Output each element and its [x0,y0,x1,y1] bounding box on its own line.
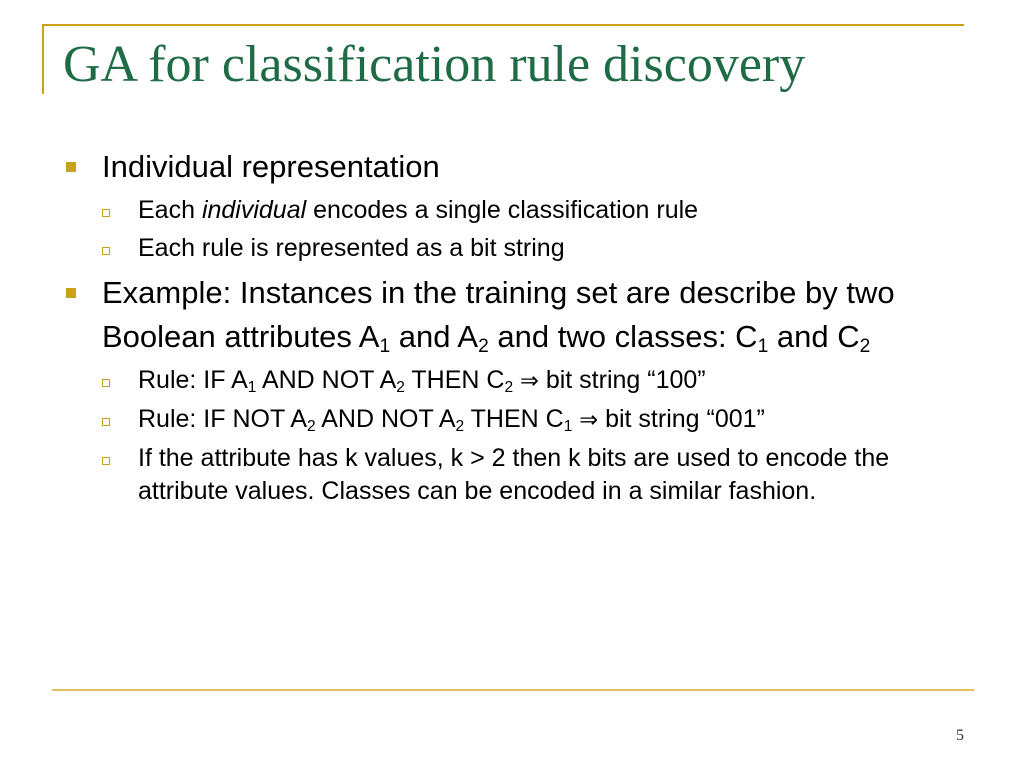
sub-bullet-individual-encodes [66,194,946,227]
subscript: 2 [504,378,514,396]
text-part: THEN C [404,366,505,394]
text-part: bit string “001” [598,405,765,433]
hollow-square-bullet-icon [102,379,110,387]
text-part: and two classes: C [488,319,758,354]
text-part: THEN C [464,405,564,433]
text-part [513,366,520,394]
sub-bullet-text: Each rule is represented as a bit string [138,234,565,262]
text-part: AND NOT A [315,405,456,433]
subscript: 2 [455,417,465,435]
sub-bullet-list [102,364,946,508]
hollow-square-bullet-icon [102,247,110,255]
subscript: 2 [478,335,489,357]
hollow-square-bullet-icon [102,418,110,426]
sub-bullet-text-part: Each [138,196,202,224]
subscript: 1 [563,417,573,435]
text-part: and A [390,319,479,354]
implies-arrow-icon: ⇒ [579,407,599,433]
text-part: Rule: IF NOT A [138,405,308,433]
text-part: AND NOT A [256,366,397,394]
text-part: Rule: IF A [138,366,248,394]
page-number: 5 [956,727,964,744]
sub-bullet-text-part: encodes a single classification rule [306,196,699,224]
hollow-square-bullet-icon [102,457,110,465]
bullet-individual-representation [66,145,946,265]
sub-bullet-rule-001 [66,403,946,437]
subscript: 1 [247,378,257,396]
emphasis-individual: individual [201,196,307,224]
subscript: 1 [757,335,769,357]
sub-bullet-list [102,194,946,265]
subscript: 2 [859,335,871,357]
text-part: bit string “100” [538,366,706,394]
footer-divider [52,689,974,691]
subscript: 2 [307,417,316,435]
slide-body [66,145,946,508]
subscript: 1 [379,335,391,357]
implies-arrow-icon: ⇒ [520,368,539,394]
square-bullet-icon [66,288,76,298]
title-frame-horizontal-line [42,24,964,26]
square-bullet-icon [66,162,76,172]
bullet-text: Individual representation [102,149,440,184]
sub-bullet-bit-string [66,232,946,265]
sub-bullet-rule-100 [66,364,946,398]
bullet-text [102,271,946,359]
text-part: Example: Instances in the training set are describe by two Boolean attributes A [102,275,895,354]
text-part: and C [768,319,860,354]
hollow-square-bullet-icon [102,209,110,217]
title-frame-vertical-line [42,24,44,94]
sub-bullet-k-values [66,442,946,508]
bullet-example [66,271,946,508]
sub-bullet-text: If the attribute has k values, k > 2 then k bits are used to encode the attribute values. Classes can be encoded in a similar fashion. [138,444,890,505]
subscript: 2 [396,378,405,396]
slide-title: GA for classification rule discovery [63,36,806,93]
